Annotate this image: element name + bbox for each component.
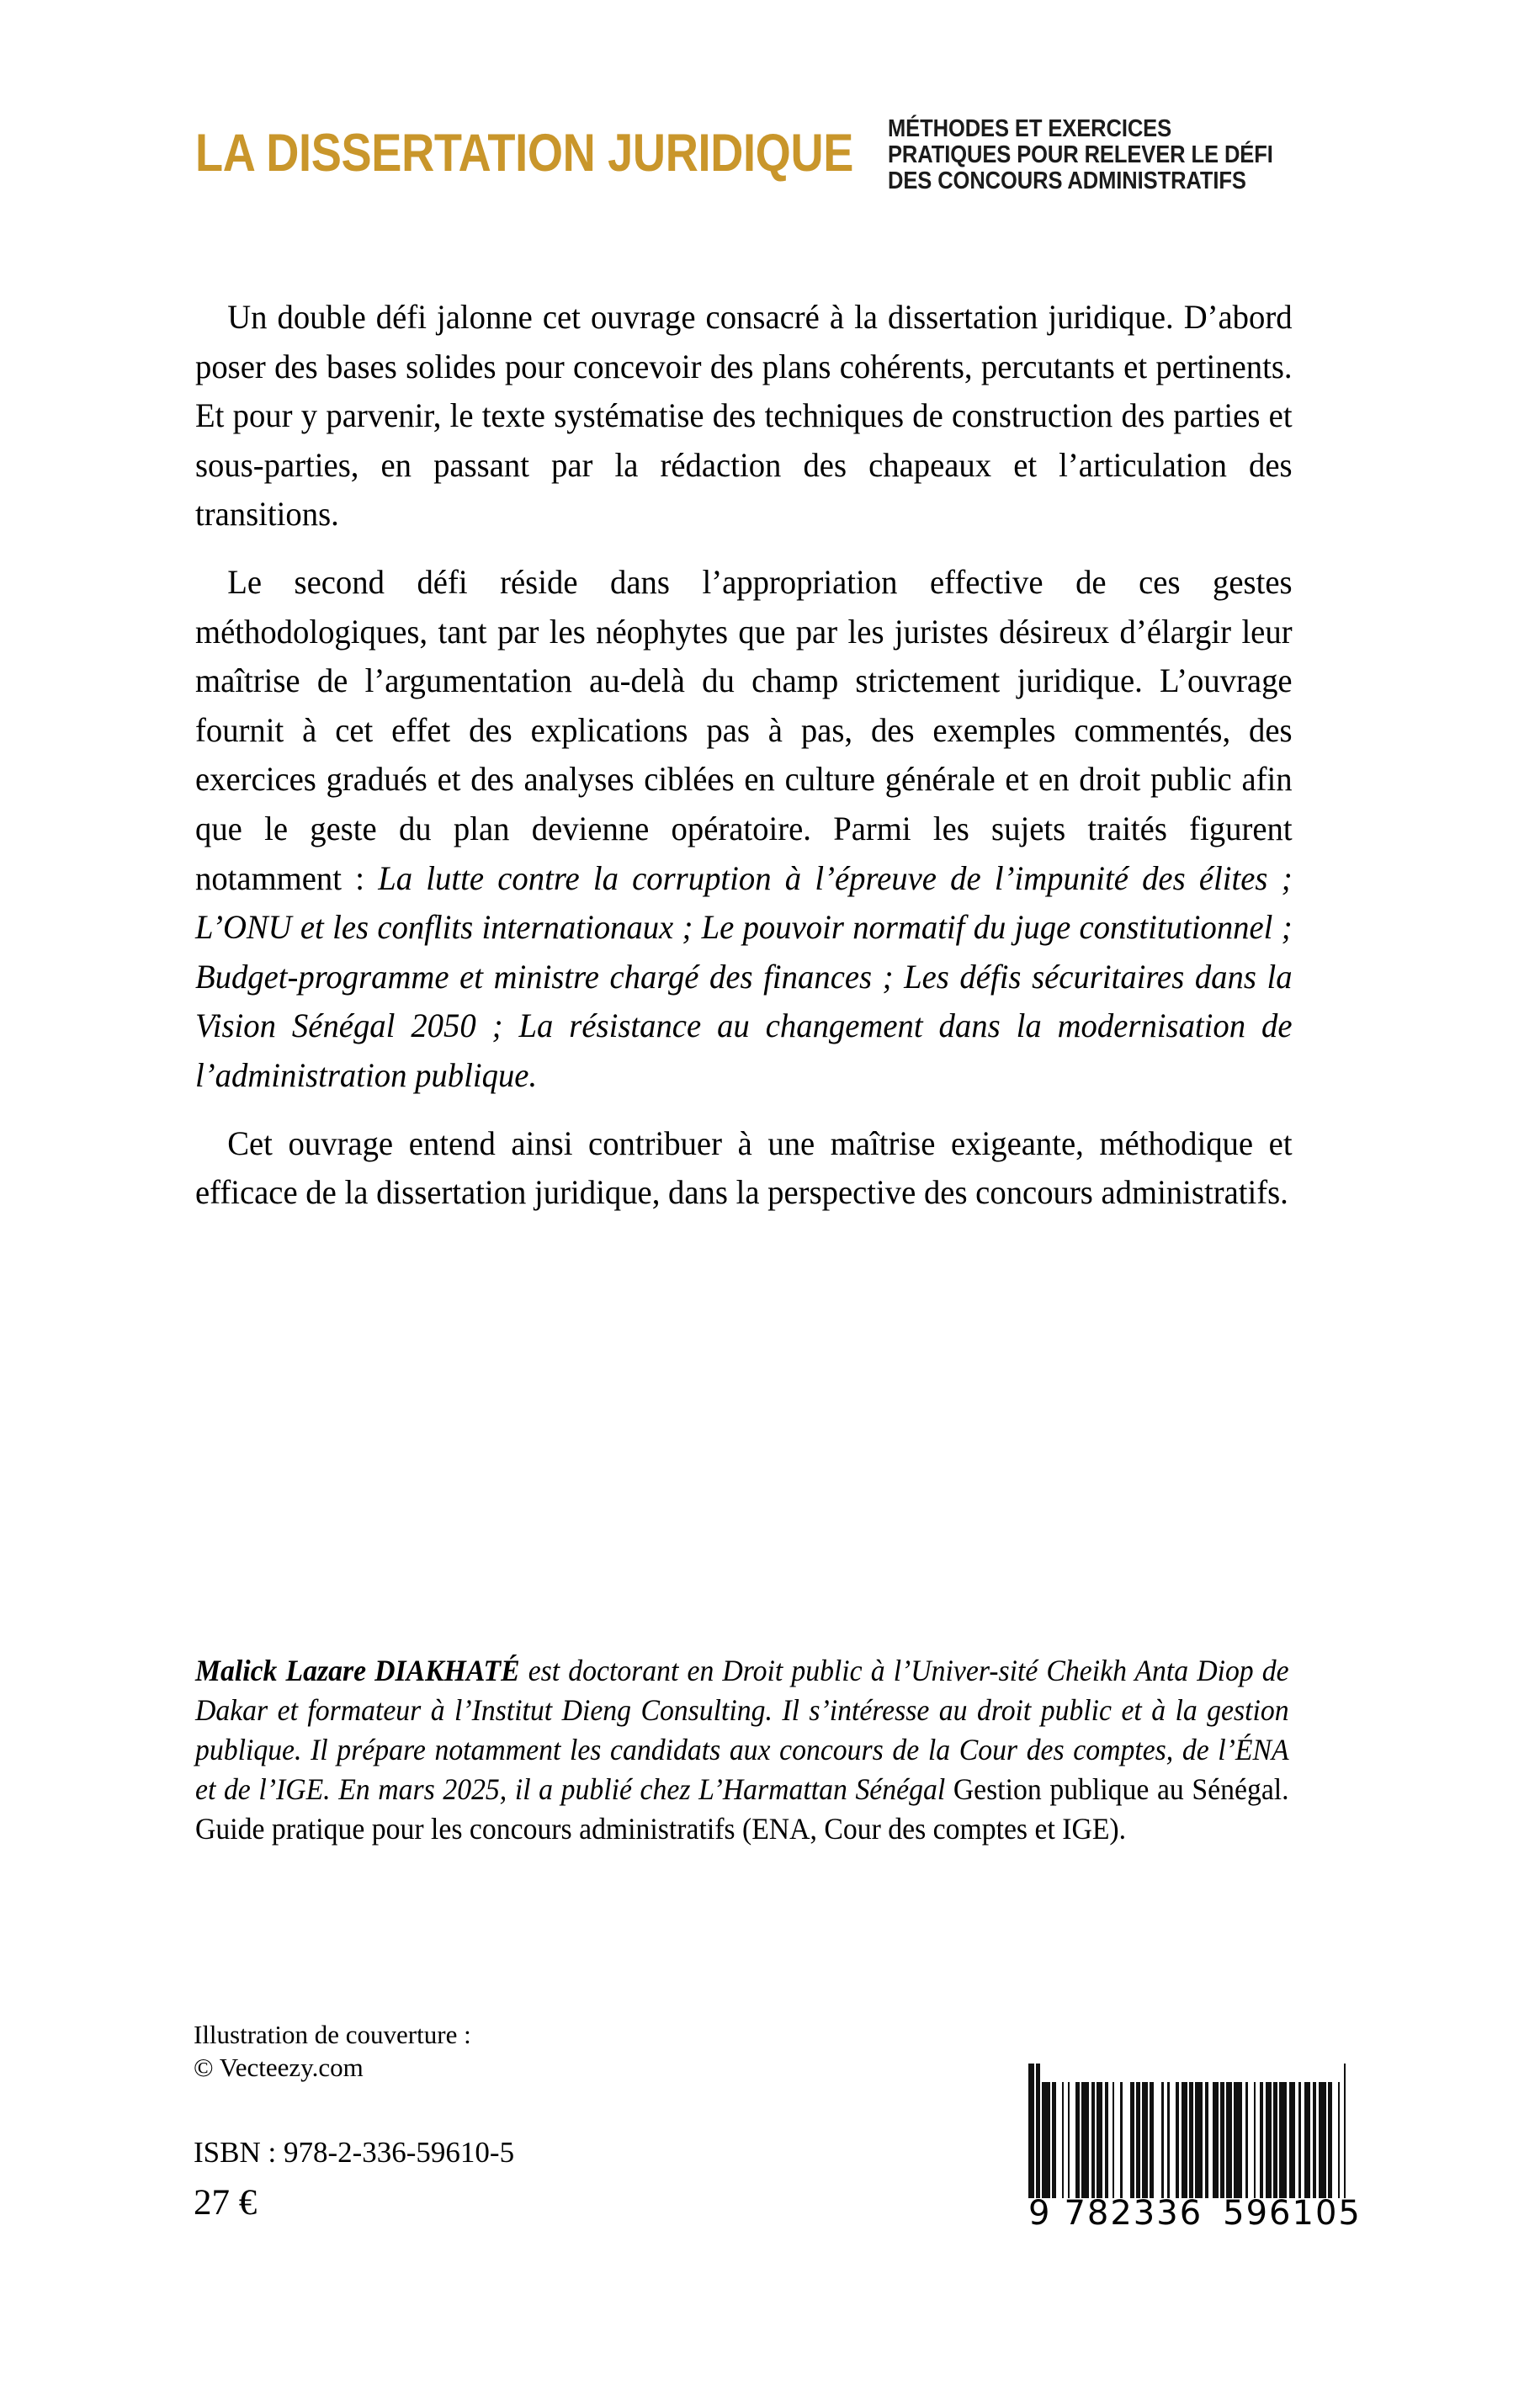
barcode-gap: [1154, 2064, 1161, 2198]
cover-illustration-credit: [194, 2018, 833, 2084]
subtitle-line-3: DES CONCOURS ADMINISTRATIFS: [888, 167, 1247, 195]
barcode: [1028, 2064, 1362, 2234]
author-name: Malick Lazare DIAKHATÉ: [195, 1654, 520, 1687]
blurb-subject-list: La lutte contre la corruption à l’épreuve de l’impunité des élites ; L’ONU et les conflits internationaux ; Le pouvoir normatif du juge constitutionnel ; Budget-programme et ministre chargé des finances ; Les défis sécuritaires dans la Vision Sénégal 2050 ; La résistance au changement dans la modernisation de l’administration publique.: [195, 858, 1293, 1094]
footer-left: [194, 2018, 833, 2225]
barcode-lead-digit: 9: [1028, 2194, 1051, 2233]
subtitle-line-2: PRATIQUES POUR RELEVER LE DÉFI: [888, 141, 1274, 169]
barcode-bar: [1097, 2082, 1102, 2198]
blurb-paragraph-2-lead: Le second défi réside dans l’appropriation effective de ces gestes méthodologiques, tant par les néophytes que par les juristes désireux d’élargir leur maîtrise de l’argumentation au-delà du champ strictement juridique. L’ouvrage fournit à cet effet des explications pas à pas, des exemples commentés, des exercices gradués et des analyses ciblées en culture générale et en droit public afin que le geste du plan devienne opératoire. Parmi les sujets traités figurent notamment :: [195, 562, 1293, 897]
cover-header: [195, 111, 1346, 194]
barcode-gap: [1123, 2064, 1130, 2198]
barcode-bar: [1266, 2082, 1272, 2198]
isbn-number: ISBN : 978-2-336-59610-5: [194, 2136, 515, 2169]
barcode-bar: [1028, 2064, 1034, 2198]
barcode-left-group: 782336: [1064, 2194, 1203, 2233]
barcode-bar: [1182, 2082, 1187, 2198]
barcode-bar: [1226, 2082, 1232, 2198]
barcode-bar: [1142, 2082, 1148, 2198]
author-bio: [195, 1651, 1289, 1849]
barcode-bar: [1289, 2082, 1295, 2198]
barcode-gap: [1070, 2064, 1075, 2198]
barcode-bars: [1028, 2064, 1351, 2198]
price-label: 27 €: [194, 2183, 258, 2223]
barcode-bar: [1234, 2082, 1241, 2198]
credit-line-1: Illustration de couverture :: [194, 2020, 471, 2049]
blurb-paragraph-1: Un double défi jalonne cet ouvrage consacré à la dissertation juridique. D’abord poser des bases solides pour concevoir des plans cohérents, percutants et pertinents. Et pour y parvenir, le texte systématise des techniques de construction des parties et sous-parties, en passant par la rédaction des chapeaux et l’articulation des transitions.: [195, 298, 1293, 534]
barcode-bar: [1319, 2082, 1326, 2198]
barcode-gap: [1056, 2064, 1062, 2198]
barcode-gap: [1170, 2064, 1176, 2198]
barcode-bar: [1304, 2082, 1310, 2198]
barcode-bar: [1195, 2082, 1203, 2198]
subtitle-line-1: MÉTHODES ET EXERCICES: [888, 115, 1172, 142]
barcode-right-group: 596105: [1223, 2194, 1362, 2233]
barcode-gap: [1248, 2064, 1254, 2198]
barcode-bar: [1213, 2082, 1219, 2198]
credit-line-2: © Vecteezy.com: [194, 2053, 364, 2082]
barcode-gap: [1332, 2064, 1338, 2198]
author-bio-roman: Gestion publique au Sénégal. Guide pratique pour les concours administratifs (ENA, Cour des comptes et IGE).: [195, 1772, 1289, 1846]
barcode-gap: [1114, 2064, 1120, 2198]
blurb-paragraph-2: [195, 558, 1293, 1101]
author-bio-italic: est doctorant en Droit public à l’Univer-sité Cheikh Anta Diop de Dakar et formateur à l’Institut Dieng Consulting. Il s’intéresse au droit public et à la gestion publique. Il prépare notamment les candidats aux concours de la Cour des comptes, de l’ÉNA et de l’IGE. En mars 2025, il a publié chez L’Harmattan Sénégal: [195, 1654, 1289, 1806]
barcode-digits: [1028, 2194, 1362, 2234]
blurb-text: [195, 293, 1344, 1218]
barcode-bar: [1081, 2082, 1089, 2198]
book-title: LA DISSERTATION JURIDIQUE: [195, 124, 854, 183]
book-subtitle: [888, 116, 1273, 194]
barcode-bar: [1279, 2082, 1287, 2198]
barcode-bar: [1042, 2082, 1049, 2198]
barcode-gap: [1346, 2064, 1351, 2198]
blurb-paragraph-3: Cet ouvrage entend ainsi contribuer à une maîtrise exigeante, méthodique et efficace de la dissertation juridique, dans la perspective des concours administratifs.: [195, 1123, 1293, 1212]
